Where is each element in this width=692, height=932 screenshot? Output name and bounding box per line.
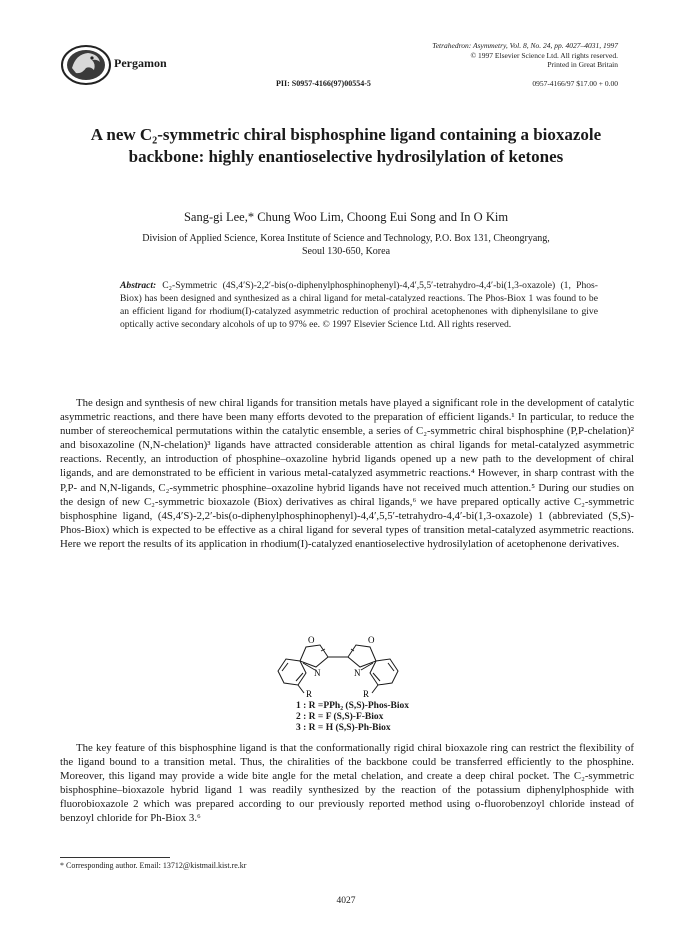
affiliation-line: Seoul 130-650, Korea <box>301 246 391 257</box>
publisher-name: Pergamon <box>114 56 167 70</box>
atom-o: O <box>308 635 315 645</box>
affiliation <box>70 232 622 258</box>
affiliation-line: Division of Applied Science, Korea Institute of Science and Technology, P.O. Box 131, Cheongryang, <box>142 233 550 244</box>
atom-n: N <box>314 668 321 678</box>
compound-entry: 1 : R =PPh₂ (S,S)-Phos-Biox <box>296 701 410 711</box>
atom-o: O <box>368 635 375 645</box>
abstract-label: Abstract: <box>120 280 157 291</box>
compound-entry: 3 : R = H (S,S)-Ph-Biox <box>296 723 391 734</box>
issn: 0957-4166/97 $17.00 + 0.00 <box>532 79 618 88</box>
compound-list <box>296 701 409 735</box>
body-paragraph: The key feature of this bisphosphine ligand is that the conformationally rigid chiral bioxazole ring can restrict the flexibility of the ligand bound to a transition metal. Thus, the chiralities of the backbone could be transferred efficiently to the phosphine. Moreover, this ligand may provide a wide bite angle for the metal chelation, and create a deep chiral pocket. The C₂-symmetric bisphosphine–bioxazole hybrid ligand 1 was readily synthesized by the reaction of the potassium diphenylphosphide with fluorobioxazole 2 which was prepared according to our previously reported method using o-fluorobenzoyl chloride instead of benzoyl chloride for Ph-Biox 3.⁶ <box>60 742 634 825</box>
authors: Sang-gi Lee,* Chung Woo Lim, Choong Eui Song and In O Kim <box>183 210 509 224</box>
journal-line: © 1997 Elsevier Science Ltd. All rights reserved. <box>470 50 618 60</box>
body-paragraph: The design and synthesis of new chiral ligands for transition metals have played a significant role in the development of catalytic asymmetric reactions, and there have been many efforts devoted to the preparation of efficient ligands.¹ In particular, to reduce the number of stereochemical permutations within the catalytic ensemble, a series of C₂-symmetric chiral bisphosphine (P,P-chelation)² and bisoxazoline (N,N-chelation)³ ligands have attracted considerable attention as chiral ligands for metal-catalyzed asymmetric reactions. Recently, an introduction of phosphine–oxazoline hybrid ligands opened up a new path to the development of chiral ligands, and are demonstrated to be efficient in various metal-catalyzed asymmetric reactions.⁴ However, in sharp contrast with the P,P- and N,N-ligands, C₂-symmetric phosphine–oxazoline hybrid ligands have not received much attention.⁵ During our studies on the design of new C₂-symmetric bioxazole (Biox) derivatives as chiral ligands,⁶ we have prepared optically active C₂-symmetric bisphosphine ligand, (4S,4′S)-2,2′-bis(o-diphenylphosphinophenyl)-4,4′,5,5′-tetrahydro-4,4′-bi(1,3-oxazole) 1 (abbreviated (S,S)-Phos-Biox) which is expected to be effective as a chiral ligand for several types of transition metal-catalyzed asymmetric reactions. Here we report the results of its application in rhodium(I)-catalyzed enantioselective hydrosilylation of acetophenone derivatives. <box>60 397 634 550</box>
footnote-rule <box>60 857 170 858</box>
abstract-text: C₂-Symmetric (4S,4′S)-2,2′-bis(o-diphenylphosphinophenyl)-4,4′,5,5′-tetrahydro-4,4′-bi(1,3-oxazole) (1, Phos-Biox) has been designed and synthesized as a chiral ligand for metal-catalyzed reactions. The Phos-Biox 1 was found to be an efficient ligand for rhodium(I)-catalyzed asymmetric reduction of prochiral acetophenones with diphenylsilane to give optically active secondary alcohols of up to 97% ee. © 1997 Elsevier Science Ltd. All rights reserved. <box>120 280 598 330</box>
journal-citation <box>432 41 618 70</box>
atom-r: R <box>306 689 313 698</box>
article-title: A new C₂-symmetric chiral bisphosphine ligand containing a bioxazole backbone: highly enantioselective hydrosilylation of ketones <box>90 125 602 166</box>
pergamon-logo <box>60 44 112 86</box>
footnote: * Corresponding author. Email: 13712@kistmail.kist.re.kr <box>60 861 247 870</box>
journal-line: Tetrahedron: Asymmetry, Vol. 8, No. 24, pp. 4027–4031, 1997 <box>432 41 618 50</box>
journal-line: Printed in Great Britain <box>547 60 618 70</box>
pii: PII: S0957-4166(97)00554-5 <box>276 79 371 88</box>
compound-entry: 2 : R = F (S,S)-F-Biox <box>296 712 384 723</box>
abstract <box>120 279 598 331</box>
atom-n: N <box>354 668 361 678</box>
atom-r: R <box>363 689 370 698</box>
page-number: 4027 <box>336 896 356 906</box>
chemical-structure <box>258 623 418 698</box>
